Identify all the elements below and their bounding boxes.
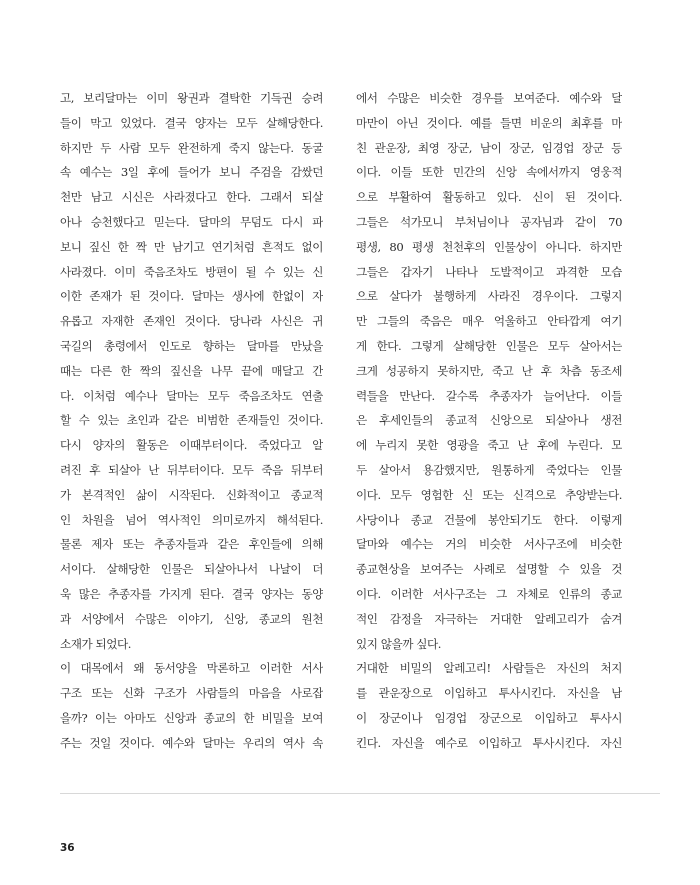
text-line: 마만이 아닌 것이다. 예를 들면 비운의 최후를 마 [356, 115, 622, 130]
text-line: 유롭고 자재한 존재인 것이다. 당나라 사신은 귀 [60, 314, 323, 329]
text-line: 이 장군이나 임경업 장군으로 이입하고 투사시 [356, 710, 622, 725]
text-line: 이다. 이러한 서사구조는 그 자체로 인류의 종교 [356, 586, 622, 601]
text-line: 력들을 만난다. 갈수록 추종자가 늘어난다. 이들 [356, 388, 622, 403]
text-line: 에서 수많은 비슷한 경우를 보여준다. 예수와 달 [356, 91, 622, 105]
text-line: 평생, 80 평생 천천후의 인물상이 아니다. 하지만 [356, 239, 622, 254]
text-line: 크게 성공하지 못하지만, 죽고 난 후 차츰 동조세 [356, 363, 622, 378]
text-line: 를 관운장으로 이입하고 투사시킨다. 자신을 남 [356, 686, 622, 701]
text-line: 킨다. 자신을 예수로 이입하고 투사시킨다. 자신 [356, 735, 622, 750]
text-line: 보니 짚신 한 짝 만 남기고 연기처럼 흔적도 없이 [60, 239, 323, 254]
text-line: 있지 않을까 싶다. [356, 636, 441, 651]
text-line: 으로 살다가 불행하게 사라진 경우이다. 그렇지 [356, 289, 622, 304]
text-line: 그들은 석가모니 부처님이나 공자님과 같이 70 [356, 214, 622, 229]
text-line: 친 관운장, 최영 장군, 남이 장군, 임경업 장군 등 [356, 140, 622, 155]
text-line: 인 차원을 넘어 역사적인 의미로까지 해석된다. [60, 512, 323, 527]
text-line: 주는 것일 것이다. 예수와 달마는 우리의 역사 속 [60, 735, 323, 750]
text-line: 이다. 이들 또한 민간의 신앙 속에서까지 영웅적 [356, 165, 622, 180]
text-line: 두 살아서 용감했지만, 원통하게 죽었다는 인물 [356, 462, 622, 477]
text-line: 속 예수는 3일 후에 들어가 보니 주검을 감쌌던 [60, 165, 323, 180]
text-line: 그들은 갑자기 나타나 도발적이고 과격한 모습 [356, 264, 622, 279]
text-line: 거대한 비밀의 알레고리! 사람들은 자신의 처지 [356, 661, 622, 676]
text-line: 가 본격적인 삶이 시작된다. 신화적이고 종교적 [60, 487, 323, 502]
left-text-column [60, 86, 323, 756]
text-line: 국길의 총령에서 인도로 향하는 달마를 만났을 [60, 338, 323, 353]
text-line: 할 수 있는 초인과 같은 비범한 존재들인 것이다. [60, 413, 323, 428]
text-line: 하지만 두 사람 모두 완전하게 죽지 않는다. 동굴 [60, 140, 323, 155]
text-line: 고, 보리달마는 이미 왕권과 결탁한 기득권 승려 [60, 91, 323, 105]
text-line: 다시 양자의 활동은 이때부터이다. 죽었다고 알 [60, 438, 323, 453]
text-line: 적인 감정을 자극하는 거대한 알레고리가 숨겨 [356, 611, 622, 626]
text-line: 으로 부활하여 활동하고 있다. 신이 된 것이다. [356, 190, 622, 205]
text-line: 이한 존재가 된 것이다. 달마는 생사에 한없이 자 [60, 289, 323, 304]
text-line: 서이다. 살해당한 인물은 되살아나서 나날이 더 [60, 562, 323, 577]
text-line: 소재가 되었다. [60, 636, 131, 651]
right-text-column [356, 86, 622, 756]
text-line: 이다. 모두 영험한 신 또는 신격으로 추앙받는다. [356, 487, 622, 502]
text-line: 때는 다른 한 짝의 짚신을 나무 끝에 매달고 간 [60, 363, 323, 378]
text-line: 달마와 예수는 거의 비슷한 서사구조에 비슷한 [356, 537, 622, 552]
text-line: 들이 막고 있었다. 결국 양자는 모두 살해당한다. [60, 115, 323, 130]
text-line: 물론 제자 또는 추종자들과 같은 후인들에 의해 [60, 537, 323, 552]
text-line: 사당이나 종교 건물에 봉안되기도 한다. 이렇게 [356, 512, 622, 527]
text-line: 려진 후 되살아 난 뒤부터이다. 모두 죽음 뒤부터 [60, 462, 323, 477]
text-line: 천만 남고 시신은 사라졌다고 한다. 그래서 되살 [60, 190, 323, 205]
text-line: 아나 승천했다고 믿는다. 달마의 무덤도 다시 파 [60, 214, 323, 229]
text-line: 에 누리지 못한 영광을 죽고 난 후에 누린다. 모 [356, 438, 622, 453]
text-line: 종교현상을 보여주는 사례로 설명할 수 있을 것 [356, 562, 622, 577]
text-line: 게 한다. 그렇게 살해당한 인물은 모두 살아서는 [356, 338, 622, 353]
text-line: 구조 또는 신화 구조가 사람들의 마음을 사로잡 [60, 686, 323, 701]
text-line: 다. 이처럼 예수나 달마는 모두 죽음조차도 연출 [60, 388, 323, 403]
text-line: 사라졌다. 이미 죽음조차도 방편이 될 수 있는 신 [60, 264, 323, 279]
text-line: 과 서양에서 수많은 이야기, 신앙, 종교의 원천 [60, 611, 323, 626]
page-number: 36 [60, 842, 75, 854]
footer-divider [60, 793, 660, 794]
text-line: 욱 많은 추종자를 가지게 된다. 결국 양자는 동양 [60, 586, 323, 601]
text-line: 이 대목에서 왜 동서양을 막론하고 이러한 서사 [60, 661, 323, 676]
text-line: 만 그들의 죽음은 매우 억울하고 안타깝게 여기 [356, 314, 622, 329]
text-line: 을까? 이는 아마도 신앙과 종교의 한 비밀을 보여 [60, 710, 323, 725]
text-line: 은 후세인들의 종교적 신앙으로 되살아나 생전 [356, 413, 622, 428]
